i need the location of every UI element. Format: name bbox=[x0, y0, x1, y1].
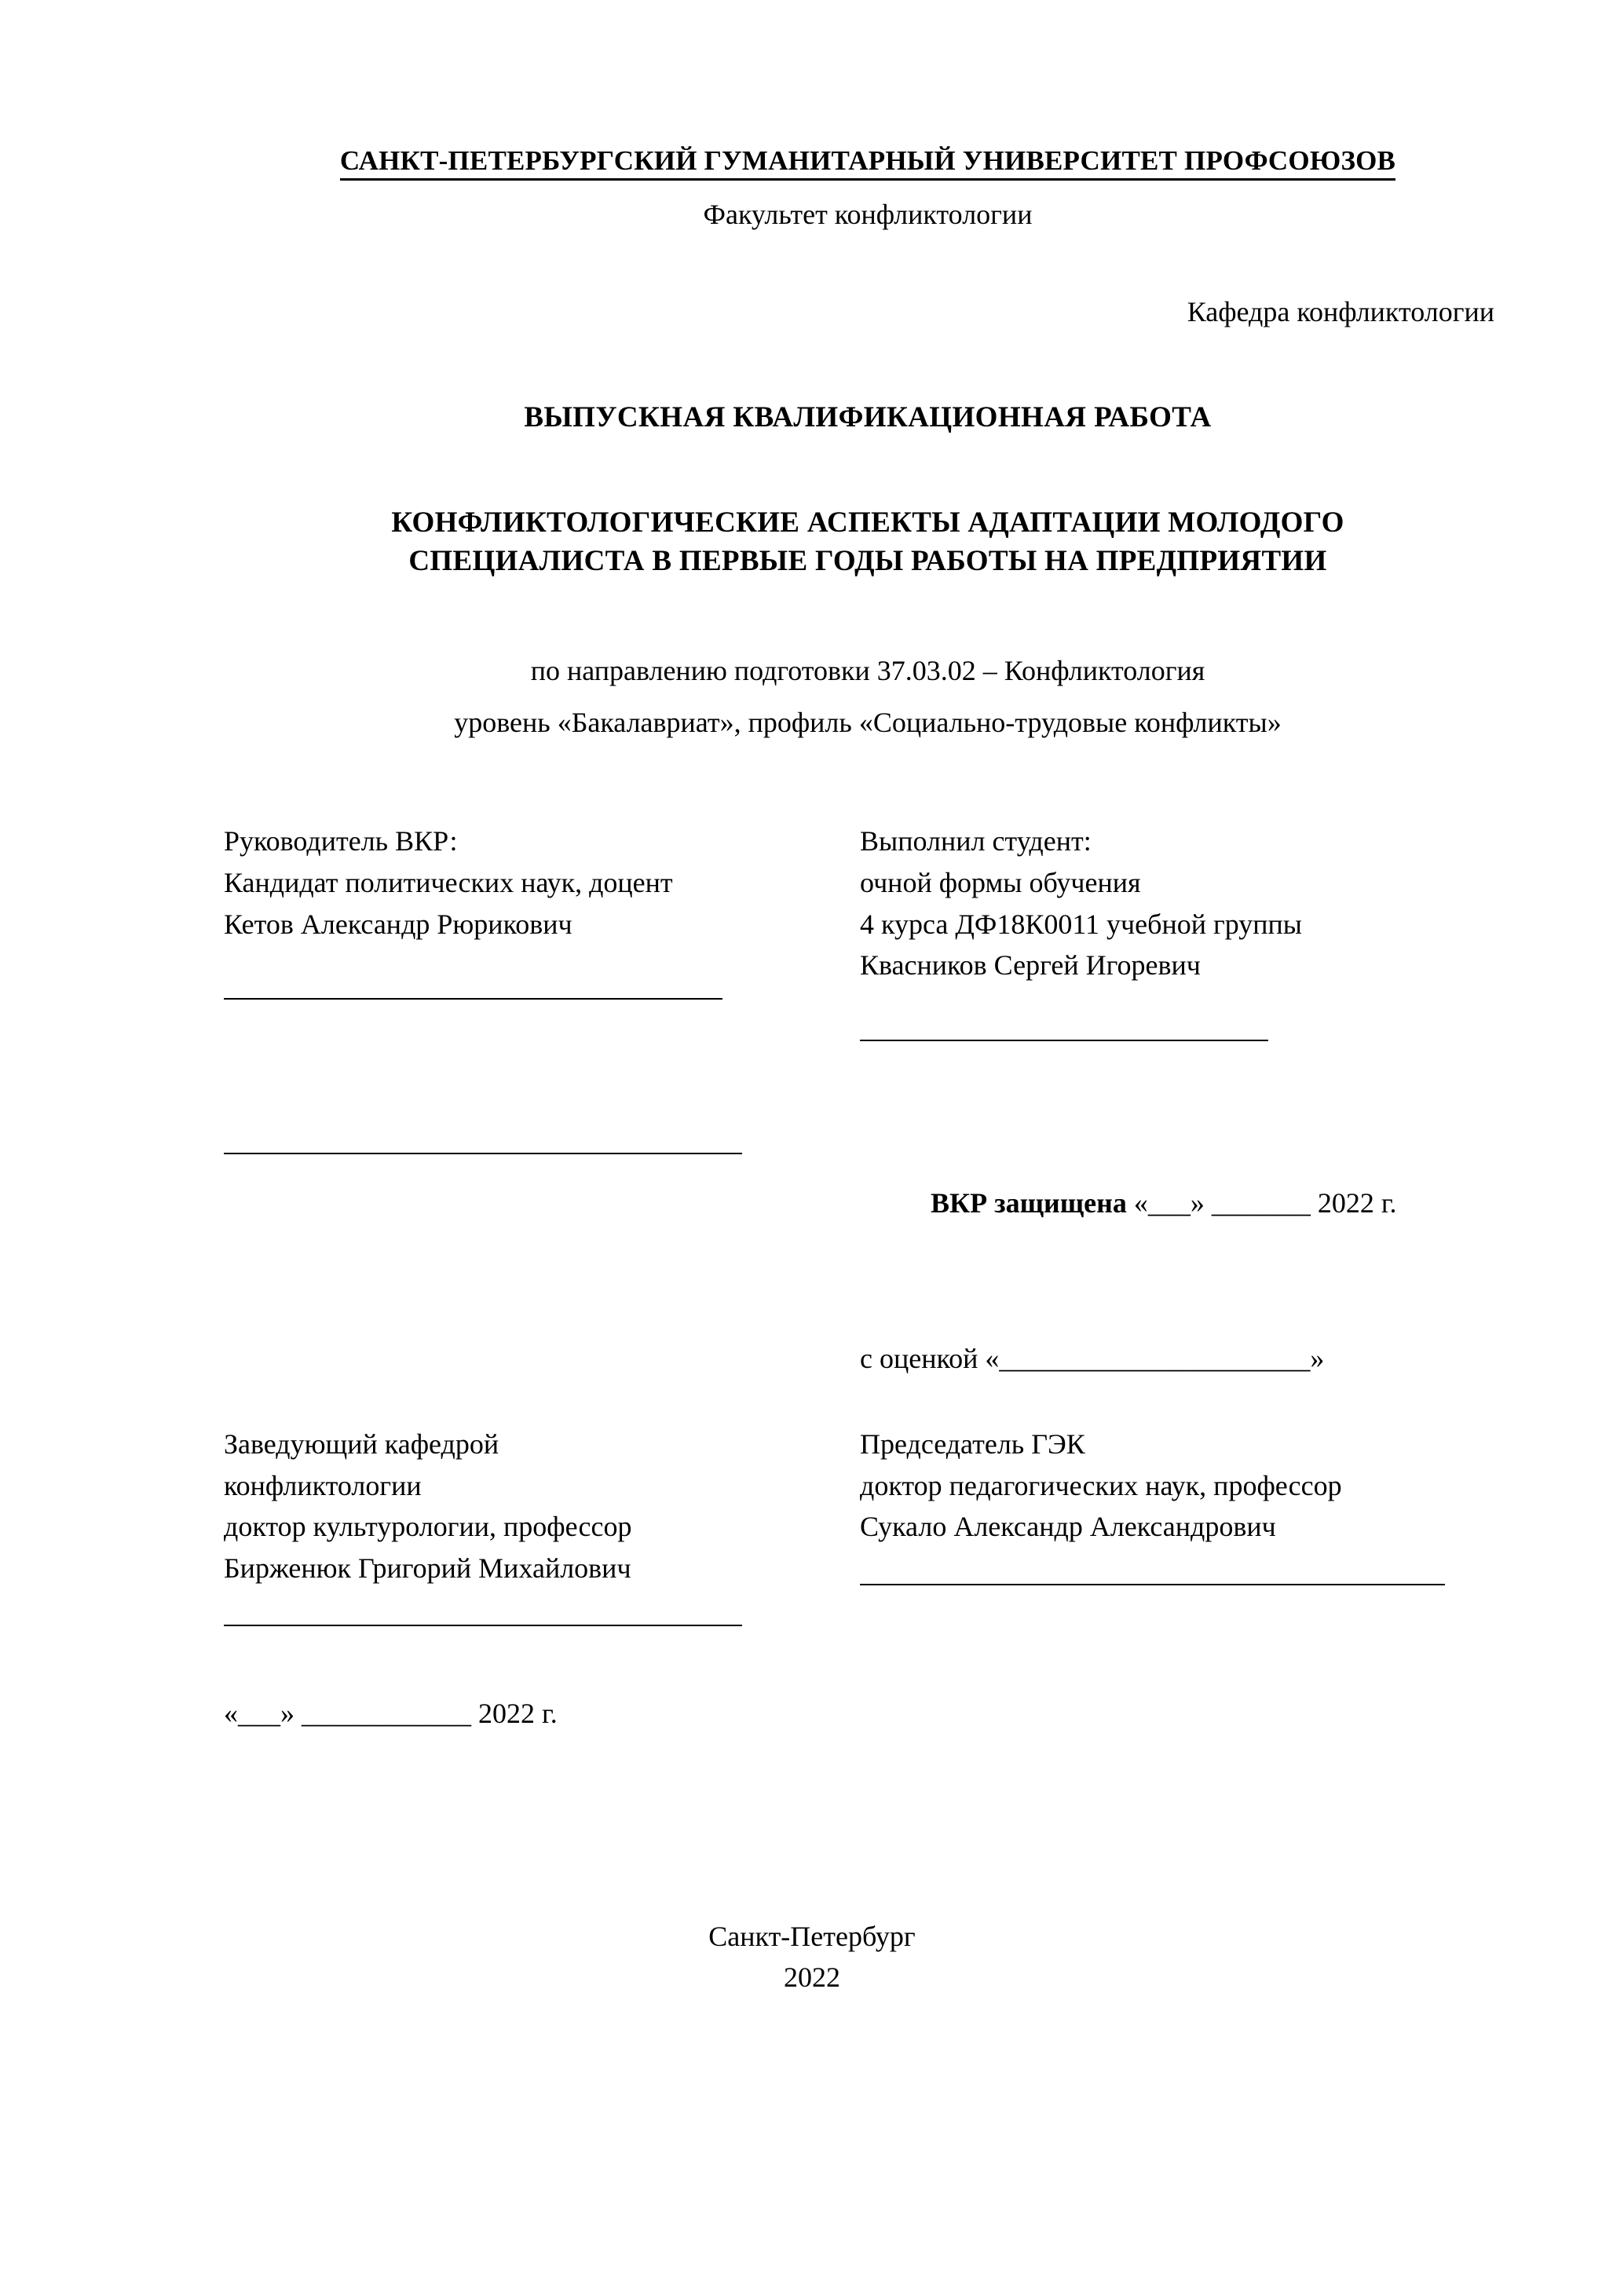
signatories-row-3 bbox=[224, 1424, 1512, 1730]
faculty-name: Факультет конфликтологии bbox=[703, 199, 1033, 230]
department-name: Кафедра конфликтологии bbox=[1187, 296, 1494, 327]
head-of-department-name: Бирженюк Григорий Михайлович bbox=[224, 1552, 631, 1584]
defense-label: ВКР защищена bbox=[931, 1187, 1127, 1219]
defense-date-spacer bbox=[1127, 1187, 1134, 1219]
university-name-text: САНКТ-ПЕТЕРБУРГСКИЙ ГУМАНИТАРНЫЙ УНИВЕРСИТЕТ ПРОФСОЮЗОВ bbox=[340, 145, 1395, 181]
extra-signature-block bbox=[224, 1041, 860, 1376]
student-group: 4 курса ДФ18К0011 учебной группы bbox=[860, 908, 1302, 940]
defense-block bbox=[860, 1041, 1512, 1376]
thesis-title bbox=[224, 503, 1512, 580]
document-footer bbox=[0, 1916, 1624, 1998]
head-of-department-role: Заведующий кафедрой bbox=[224, 1428, 499, 1461]
gek-chairman-role: Председатель ГЭК bbox=[860, 1428, 1085, 1461]
signatories-row-1 bbox=[224, 821, 1512, 1040]
extra-signature-line bbox=[224, 1153, 742, 1154]
student-form: очной формы обучения bbox=[860, 866, 1141, 898]
defense-grade: с оценкой «______________________» bbox=[860, 1343, 1325, 1375]
head-of-department-block bbox=[224, 1424, 860, 1730]
defense-date: «___» _______ 2022 г. bbox=[1133, 1187, 1397, 1219]
university-name bbox=[224, 145, 1512, 181]
gek-chairman-name: Сукало Александр Александрович bbox=[860, 1511, 1276, 1543]
footer-year: 2022 bbox=[784, 1961, 840, 1994]
gek-chairman-signature-line bbox=[860, 1584, 1445, 1585]
program-info bbox=[224, 649, 1512, 744]
supervisor-name: Кетов Александр Рюрикович bbox=[224, 908, 572, 940]
thesis-title-line-2: СПЕЦИАЛИСТА В ПЕРВЫЕ ГОДЫ РАБОТЫ НА ПРЕДПРИЯТИИ bbox=[408, 545, 1327, 578]
student-block bbox=[860, 821, 1512, 1040]
supervisor-degree: Кандидат политических наук, доцент bbox=[224, 866, 673, 898]
supervisor-role-label: Руководитель ВКР: bbox=[224, 825, 458, 857]
head-of-department-department: конфликтологии bbox=[224, 1469, 422, 1501]
thesis-title-line-1: КОНФЛИКТОЛОГИЧЕСКИЕ АСПЕКТЫ АДАПТАЦИИ МОЛОДОГО bbox=[391, 506, 1344, 539]
document-content bbox=[224, 145, 1512, 1730]
student-name: Квасников Сергей Игоревич bbox=[860, 949, 1201, 982]
program-direction: по направлению подготовки 37.03.02 – Конфликтология bbox=[530, 655, 1205, 687]
supervisor-block bbox=[224, 821, 860, 1040]
head-of-department-date: «___» ____________ 2022 г. bbox=[224, 1698, 558, 1730]
signatories-row-2 bbox=[224, 1041, 1512, 1376]
gek-chairman-block bbox=[860, 1424, 1512, 1730]
supervisor-signature-line bbox=[224, 998, 722, 1000]
gek-chairman-degree: доктор педагогических наук, профессор bbox=[860, 1469, 1342, 1501]
head-of-department-signature-line bbox=[224, 1625, 742, 1626]
work-type-heading: ВЫПУСКНАЯ КВАЛИФИКАЦИОННАЯ РАБОТА bbox=[524, 401, 1212, 433]
program-level: уровень «Бакалавриат», профиль «Социально-трудовые конфликты» bbox=[454, 707, 1282, 739]
footer-city: Санкт-Петербург bbox=[708, 1921, 916, 1952]
head-of-department-degree: доктор культурологии, профессор bbox=[224, 1511, 632, 1543]
student-role-label: Выполнил студент: bbox=[860, 825, 1092, 857]
defense-line bbox=[860, 1142, 1512, 1266]
